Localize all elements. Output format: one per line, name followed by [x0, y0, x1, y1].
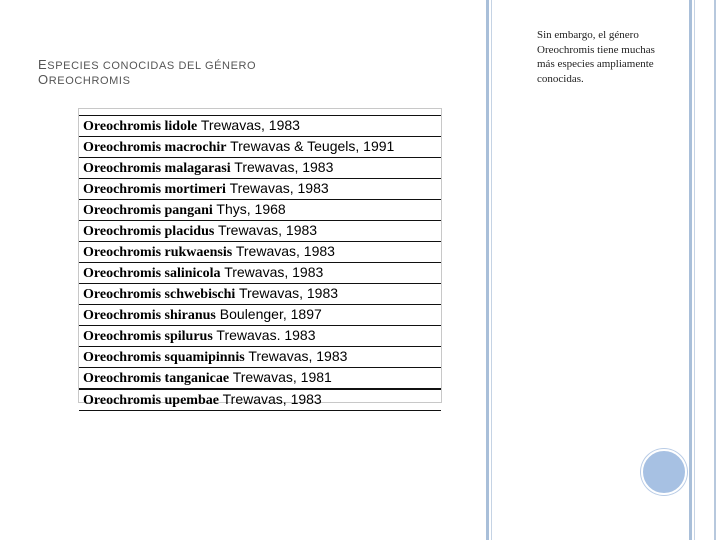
table-row: [79, 116, 441, 137]
species-name: Oreochromis pangani: [83, 203, 213, 218]
species-cell: [79, 326, 441, 347]
species-name: Oreochromis shiranus: [83, 308, 216, 323]
vertical-divider: [714, 0, 716, 540]
species-name: Oreochromis rukwaensis: [83, 245, 233, 260]
table-row: [79, 263, 441, 284]
species-cell: [79, 389, 441, 411]
species-name: Oreochromis spilurus: [83, 329, 213, 344]
species-cell: [79, 221, 441, 242]
species-cell: [79, 200, 441, 221]
side-note: Sin embargo, el género Oreochromis tiene muchas más especies ampliamente conocidas.: [537, 29, 655, 85]
species-author: Trewavas, 1983: [238, 285, 339, 301]
species-table: [79, 115, 441, 411]
species-author: Trewavas, 1983: [229, 180, 329, 196]
species-name: Oreochromis squamipinnis: [83, 350, 245, 365]
table-row: [79, 305, 441, 326]
species-author: Trewavas, 1983: [248, 348, 348, 364]
species-cell: [79, 137, 441, 158]
table-row: [79, 221, 441, 242]
species-name: Oreochromis schwebischi: [83, 287, 236, 302]
table-row: [79, 326, 441, 347]
species-cell: [79, 158, 441, 179]
species-name: Oreochromis placidus: [83, 224, 215, 239]
table-row: [79, 284, 441, 305]
species-name: Oreochromis mortimeri: [83, 182, 226, 197]
species-cell: [79, 284, 441, 305]
species-name: Oreochromis salinicola: [83, 266, 221, 281]
table-row: [79, 368, 441, 390]
species-cell: [79, 263, 441, 284]
slide-title: [38, 58, 298, 88]
species-author: Trewavas, 1983: [200, 117, 300, 133]
species-author: Trewavas & Teugels, 1991: [230, 138, 395, 154]
slide-title-line-1: ESPECIES CONOCIDAS DEL GÉNERO: [38, 57, 257, 72]
species-author: Thys, 1968: [216, 201, 286, 217]
table-row: [79, 158, 441, 179]
species-author: Boulenger, 1897: [219, 306, 322, 322]
species-table-image: [78, 108, 442, 408]
species-author: Trewavas, 1983: [217, 222, 318, 238]
table-row: [79, 242, 441, 263]
species-author: Trewavas, 1981: [232, 369, 332, 385]
table-row: [79, 389, 441, 411]
species-cell: [79, 179, 441, 200]
vertical-divider: [694, 0, 695, 540]
species-name: Oreochromis tanganicae: [83, 371, 230, 386]
species-cell: [79, 242, 441, 263]
species-name: Oreochromis malagarasi: [83, 161, 231, 176]
species-author: Trewavas. 1983: [216, 327, 316, 343]
species-author: Trewavas, 1983: [234, 159, 334, 175]
vertical-divider: [689, 0, 692, 540]
species-author: Trewavas, 1983: [235, 243, 335, 259]
slide-title-line-2: OREOCHROMIS: [38, 72, 131, 87]
decorative-circle: [641, 449, 687, 495]
table-row: [79, 137, 441, 158]
species-cell: [79, 305, 441, 326]
species-cell: [79, 347, 441, 368]
table-row: [79, 347, 441, 368]
table-row: [79, 200, 441, 221]
table-row: [79, 179, 441, 200]
species-name: Oreochromis upembae: [83, 393, 219, 408]
species-name: Oreochromis macrochir: [83, 140, 227, 155]
species-author: Trewavas, 1983: [222, 391, 322, 407]
species-cell: [79, 368, 441, 390]
species-cell: [79, 116, 441, 137]
vertical-divider: [491, 0, 492, 540]
vertical-divider: [486, 0, 489, 540]
species-name: Oreochromis lidole: [83, 119, 198, 134]
species-author: Trewavas, 1983: [224, 264, 324, 280]
